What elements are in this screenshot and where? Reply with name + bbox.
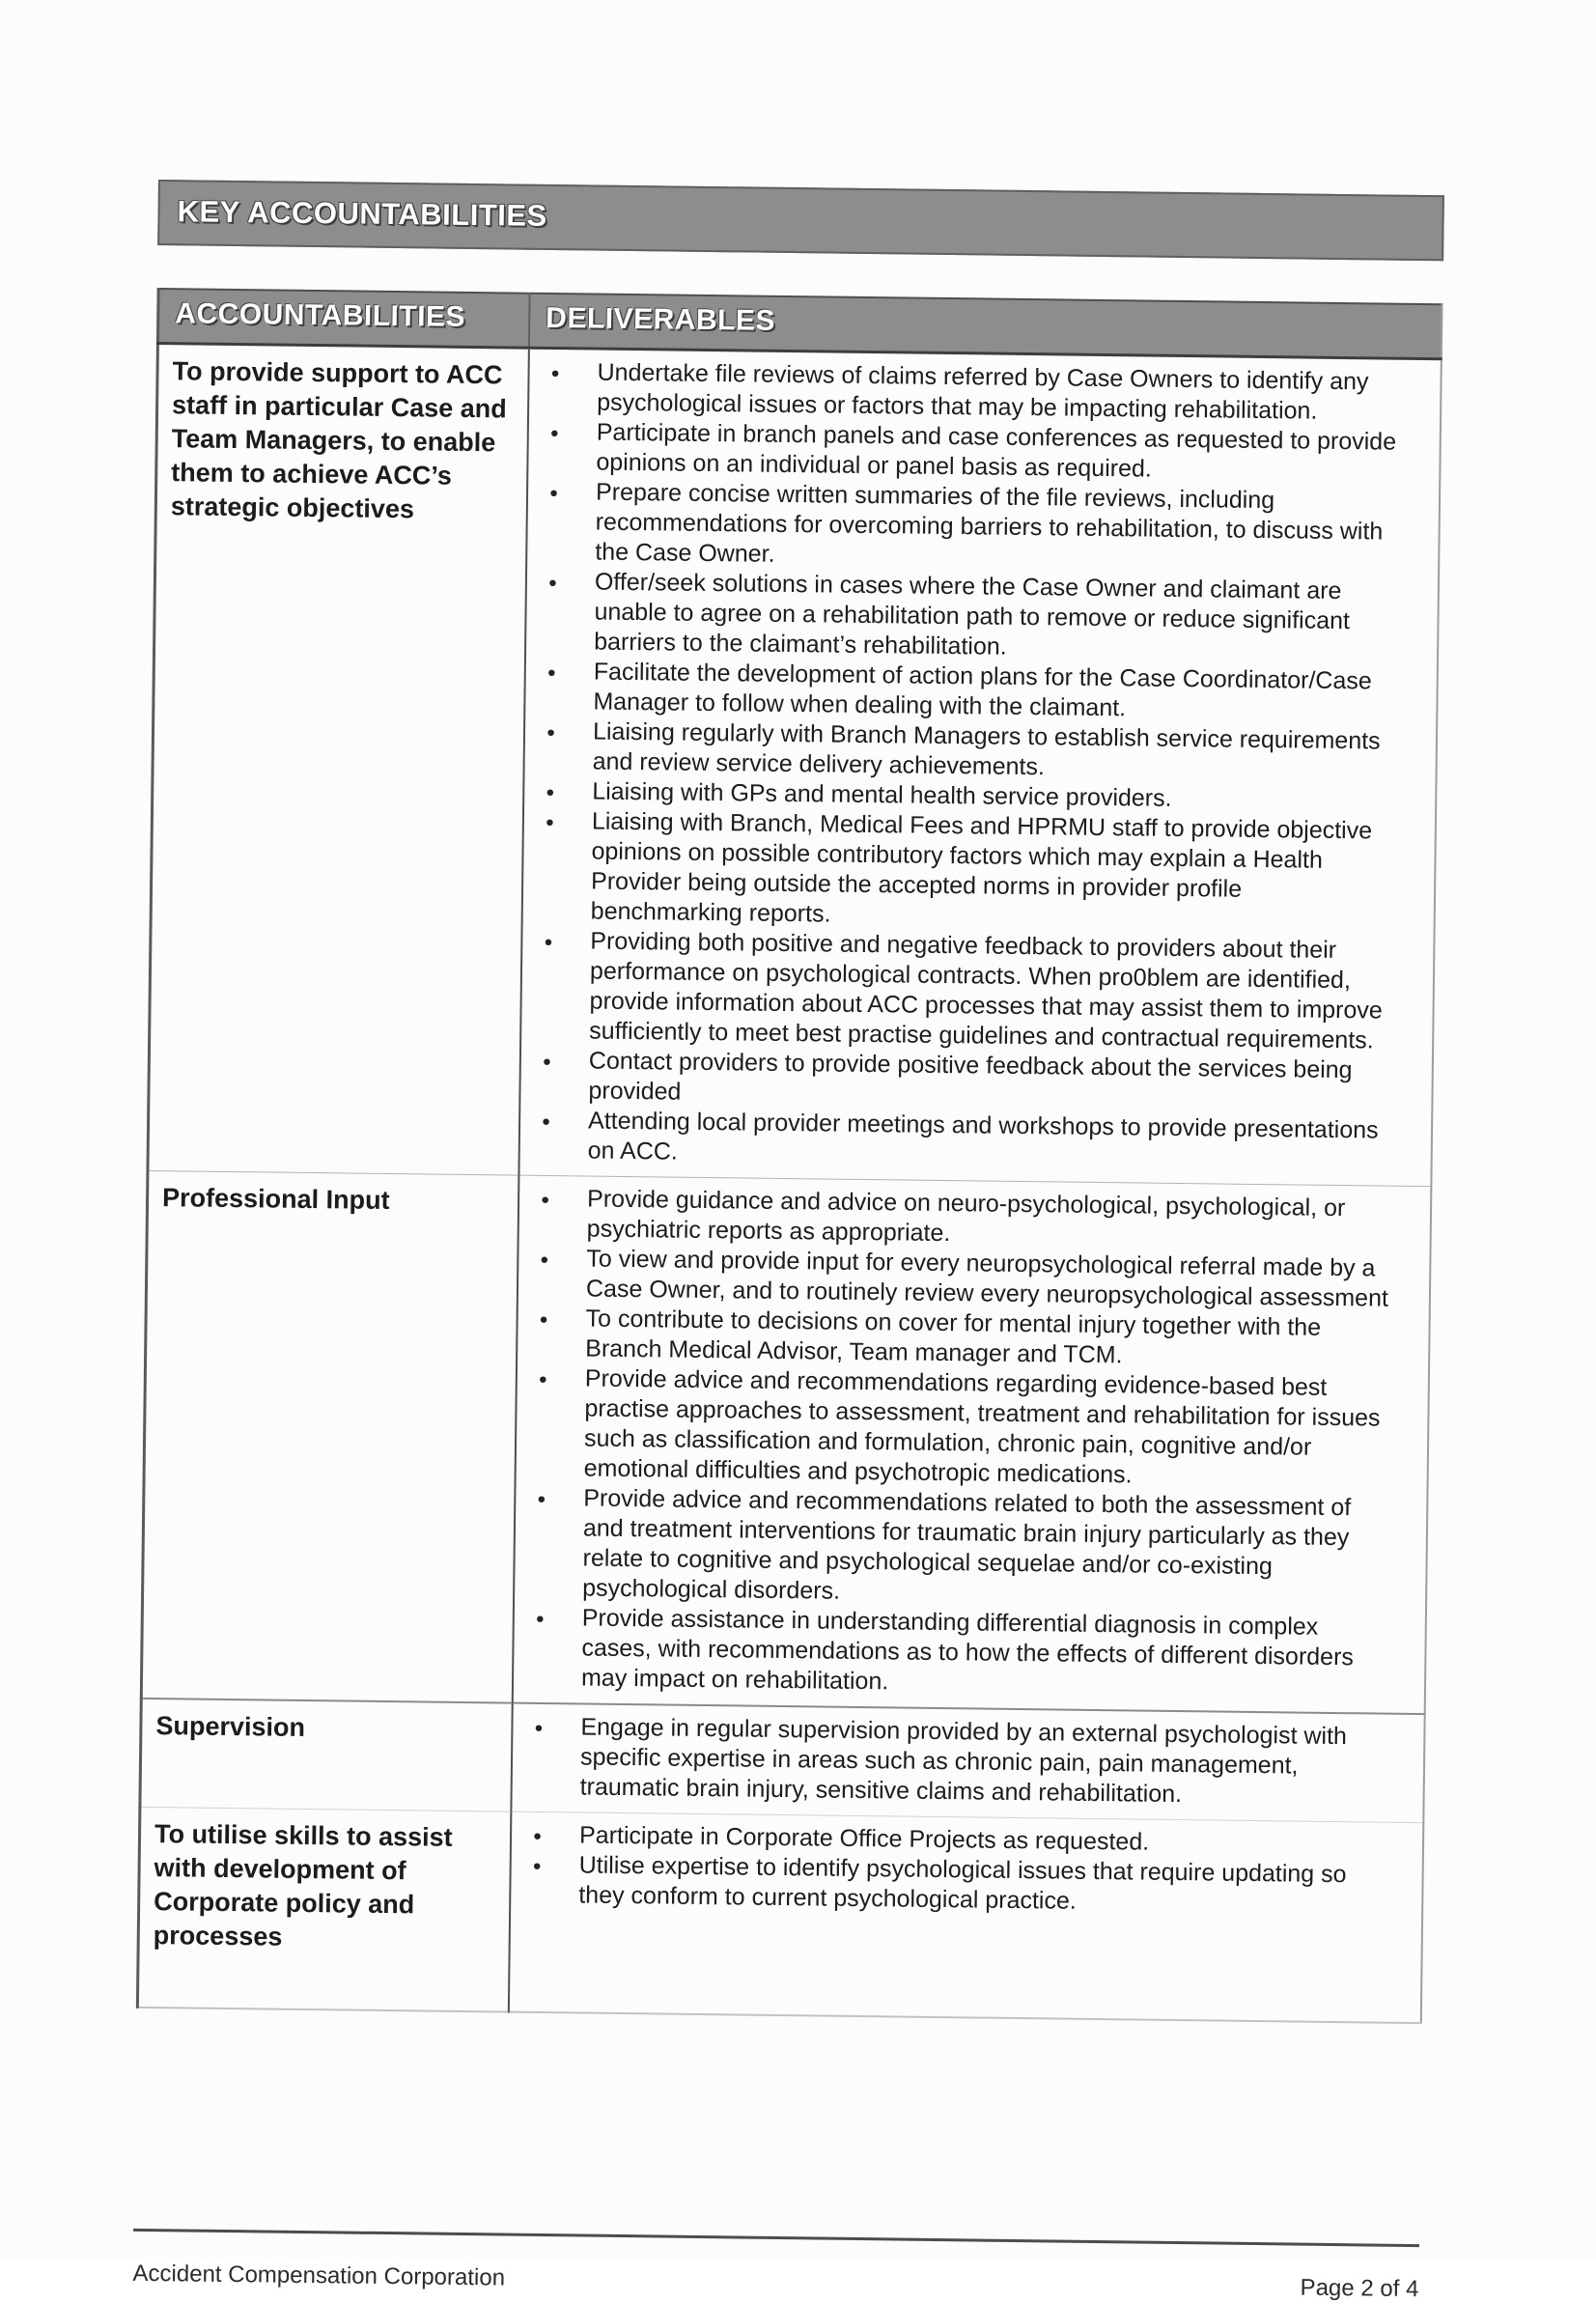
page-footer	[132, 2229, 1419, 2303]
accountability-label: Supervision	[155, 1711, 306, 1742]
accountability-cell	[148, 344, 529, 1176]
deliverables-list	[513, 1712, 1386, 1812]
deliverable-item: ● Attending local provider meetings and workshops to provide presentations on ACC.	[520, 1106, 1393, 1176]
deliverables-list	[514, 1184, 1391, 1703]
table-row	[137, 1807, 1423, 2023]
deliverable-item: ● Liaising with Branch, Medical Fees and HPRMU staff to provide objective opinions on possible contributory factors which may explain a Health Provider being outside the accepted norms in provider profile benchmarking reports.	[523, 806, 1396, 937]
deliverables-cell	[513, 1175, 1432, 1714]
deliverables-cell	[518, 348, 1441, 1186]
deliverable-item: ● To contribute to decisions on cover for mental injury together with the Branch Medical Advisor, Team manager and TCM.	[518, 1304, 1390, 1374]
accountability-cell	[141, 1170, 518, 1702]
accountability-cell	[137, 1807, 511, 2011]
footer-page-number: Page 2 of 4	[1300, 2274, 1419, 2303]
table-row	[141, 1170, 1431, 1714]
deliverables-cell	[509, 1812, 1423, 2023]
table-row	[148, 344, 1442, 1187]
deliverable-item: ● Prepare concise written summaries of the file reviews, including recommendations for overcoming barriers to rehabilitation, to discuss with the Case Owner.	[527, 477, 1400, 577]
deliverable-item: ● Utilise expertise to identify psychological issues that require updating so they conform to current psychological practice.	[511, 1850, 1384, 1921]
deliverable-item: ● Liaising regularly with Branch Managers to establish service requirements and review service delivery achievements.	[524, 716, 1397, 787]
deliverable-item: ● Undertake file reviews of claims referred by Case Owners to identify any psychological issues or factors that may be impacting rehabilitation.	[529, 357, 1402, 428]
deliverable-item: ● Provide advice and recommendations regarding evidence-based best practise approaches to assessment, treatment and rehabilitation for issues such as classification and formulation, chronic pain, cognitive and/or emotional difficulties and psychotropic medications.	[517, 1363, 1389, 1494]
accountability-label: Professional Input	[161, 1183, 390, 1216]
section-header-key-accountabilities: KEY ACCOUNTABILITIES	[157, 180, 1444, 261]
page-content	[132, 180, 1444, 2303]
deliverables-cell	[511, 1703, 1424, 1823]
column-header-deliverables: DELIVERABLES	[529, 294, 1442, 359]
footer-company-name: Accident Compensation Corporation	[132, 2260, 506, 2291]
deliverable-item: ● Facilitate the development of action plans for the Case Coordinator/Case Manager to follow when dealing with the claimant.	[525, 657, 1398, 727]
table-row	[140, 1699, 1425, 1823]
deliverable-item: ● Participate in branch panels and case conferences as requested to provide opinions on an individual or panel basis as required.	[528, 417, 1401, 488]
deliverable-item: ● Providing both positive and negative feedback to providers about their performance on psychological contracts. When pro0blem are identified, provide information about ACC processes that may assist them to improve sufficiently to meet best practise guidelines and contractual requirements.	[521, 926, 1394, 1056]
column-header-accountabilities: ACCOUNTABILITIES	[157, 289, 529, 348]
deliverable-item: ● Provide advice and recommendations related to both the assessment of and treatment interventions for traumatic brain injury particularly as they relate to cognitive and psychological sequelae and/or co-existing psychological disorders.	[515, 1483, 1387, 1614]
deliverables-list	[511, 1820, 1384, 1921]
table-body	[137, 344, 1441, 2024]
deliverable-item: ● Engage in regular supervision provided by an external psychologist with specific expertise in areas such as chronic pain, pain management, traumatic brain injury, sensitive claims and rehabilitation.	[513, 1712, 1386, 1812]
accountability-cell	[140, 1699, 513, 1812]
deliverable-item: ● Provide assistance in understanding differential diagnosis in complex cases, with recommendations as to how the effects of different disorders may impact on rehabilitation.	[514, 1603, 1386, 1703]
deliverable-item: ● To view and provide input for every neuropsychological referral made by a Case Owner, and to routinely review every neuropsychological assessment	[518, 1244, 1391, 1314]
accountabilities-table	[136, 288, 1443, 2024]
deliverable-item: ● Contact providers to provide positive feedback about the services being provided	[520, 1046, 1393, 1116]
deliverables-list	[520, 357, 1402, 1176]
accountability-label: To utilise skills to assist with development of Corporate policy and processes	[153, 1819, 453, 1952]
accountability-label: To provide support to ACC staff in particular Case and Team Managers, to enable them to achieve ACC’s strategic objectives	[170, 356, 507, 524]
deliverable-item: ● Liaising with GPs and mental health service providers.	[524, 776, 1396, 817]
deliverable-item: ● Provide guidance and advice on neuro-psychological, psychological, or psychiatric reports as appropriate.	[519, 1184, 1392, 1254]
deliverable-item: ● Participate in Corporate Office Projects as requested.	[512, 1820, 1384, 1861]
deliverable-item: ● Offer/seek solutions in cases where the Case Owner and claimant are unable to agree on a rehabilitation path to remove or reduce significant barriers to the claimant’s rehabilitation.	[526, 567, 1399, 667]
